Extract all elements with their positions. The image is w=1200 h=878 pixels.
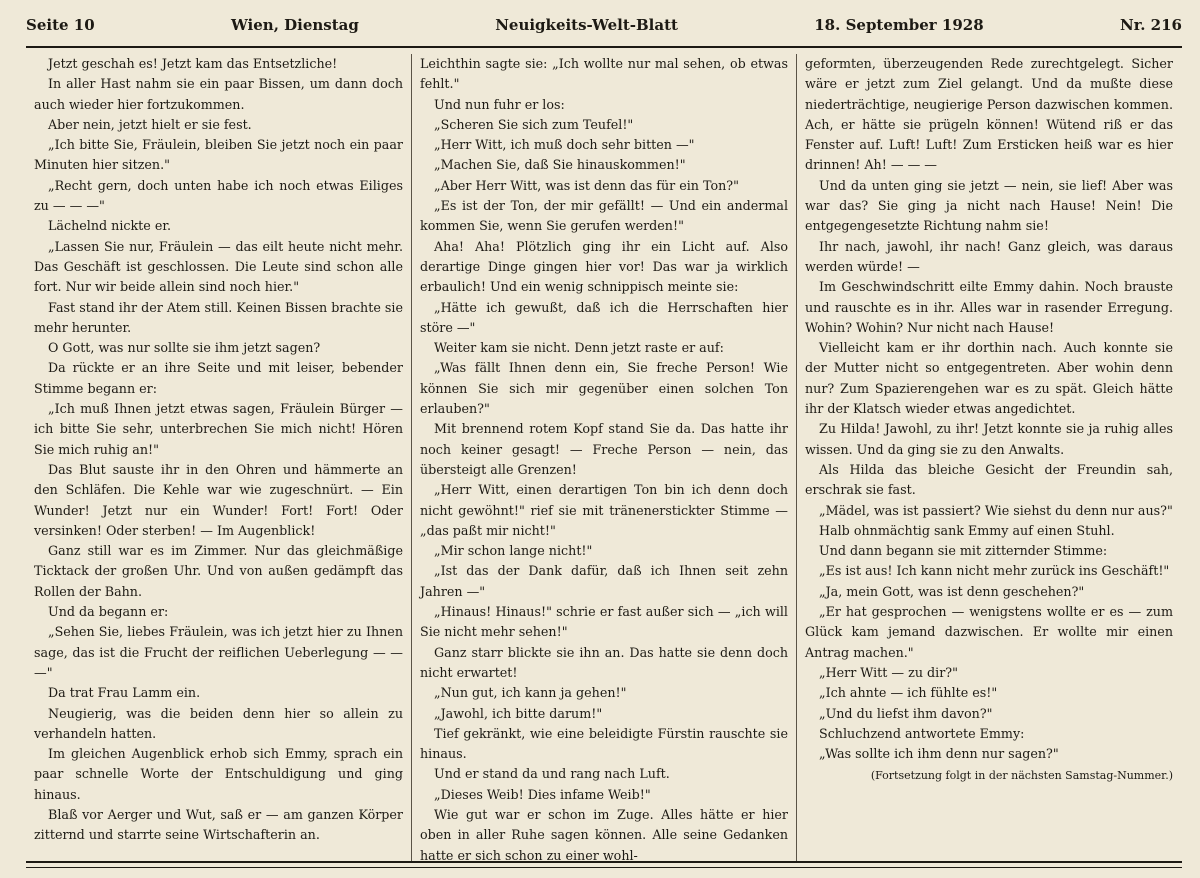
paragraph: In aller Hast nahm sie ein paar Bissen, um dann doch auch wieder hier fortzukommen. [34,76,403,112]
paragraph: „Was sollte ich ihm denn nur sagen?" [819,746,1059,762]
paragraph: „Ich bitte Sie, Fräulein, bleiben Sie jetzt noch ein paar Minuten hier sitzen." [34,137,403,173]
paragraph: „Ich muß Ihnen jetzt etwas sagen, Fräulein Bürger — ich bitte Sie sehr, unterbrechen Sie mich nicht! Hören Sie mich ruhig an!" [34,401,403,457]
paragraph: „Er hat gesprochen — wenigstens wollte er es — zum Glück kam jemand dazwischen. Er wollte mir einen Antrag machen." [805,604,1173,660]
paragraph: „Jawohl, ich bitte darum!" [434,705,603,721]
paragraph: „Ist das der Dank dafür, daß ich Ihnen seit zehn Jahren —" [420,563,788,599]
paragraph: „Lassen Sie nur, Fräulein — das eilt heute nicht mehr. Das Geschäft ist geschlossen. Die Leute sind schon alle fort. Nur wir beide allein sind noch hier." [34,238,403,295]
paragraph: Weiter kam sie nicht. Denn jetzt raste er auf: [434,340,724,356]
paragraph: Zu Hilda! Jawohl, zu ihr! Jetzt konnte sie ja ruhig alles wissen. Und da ging sie zu den Anwalts. [805,421,1173,457]
paragraph: „Herr Witt, einen derartigen Ton bin ich denn doch nicht gewöhnt!" rief sie mit tränenerstickter Stimme — „das paßt mir nicht!" [420,482,788,538]
paragraph: Ganz starr blickte sie ihn an. Das hatte sie denn doch nicht erwartet! [420,644,788,680]
paragraph: Da rückte er an ihre Seite und mit leiser, bebender Stimme begann er: [34,360,403,396]
paragraph: Mit brennend rotem Kopf stand Sie da. Das hatte ihr noch keiner gesagt! — Freche Person — nein, das übersteigt alle Grenzen! [420,421,788,477]
paragraph: Wie gut war er schon im Zuge. Alles hätte er hier oben in aller Ruhe sagen können. Alle seine Gedanken hatte er sich schon zu einer wohl- [420,806,788,862]
paragraph: „Scheren Sie sich zum Teufel!" [434,116,634,132]
paragraph: Im gleichen Augenblick erhob sich Emmy, sprach ein paar schnelle Worte der Entschuldigung und ging hinaus. [34,746,403,802]
paragraph: Im Geschwindschritt eilte Emmy dahin. Noch brauste und rauschte es in ihr. Alles war in rasender Erregung. Wohin? Wohin? Nur nicht nach Hause! [805,279,1173,335]
paragraph: „Hätte ich gewußt, daß ich die Herrschaften hier störe —" [420,299,788,335]
paragraph: Blaß vor Aerger und Wut, saß er — am ganzen Körper zitternd und starrte seine Wirtschafterin an. [34,806,403,843]
paragraph: Und er stand da und rang nach Luft. [434,766,670,782]
paragraph: Tief gekränkt, wie eine beleidigte Fürstin rauschte sie hinaus. [420,725,788,762]
bottom-rule [26,861,1182,868]
page-number: Seite 10 [26,16,95,34]
column-1 [26,54,411,862]
paragraph: „Herr Witt — zu dir?" [819,664,958,680]
issue-number: Nr. 216 [1120,16,1182,34]
paragraph: „Was fällt Ihnen denn ein, Sie freche Person! Wie können Sie sich mir gegenüber einen solchen Ton erlauben?" [420,360,788,417]
continuation-note: (Fortsetzung folgt in der nächsten Samstag-Nummer.) [870,769,1173,783]
paragraph: Das Blut sauste ihr in den Ohren und hämmerte an den Schläfen. Die Kehle war wie zugeschnürt. — Ein Wunder! Jetzt nur ein Wunder! Fort! Fort! Oder versinken! Oder sterben! — Im Augenblick! [34,461,403,538]
paragraph: Aber nein, jetzt hielt er sie fest. [48,116,252,132]
paragraph: „Ich ahnte — ich fühlte es!" [819,685,998,701]
paragraph: Ganz still war es im Zimmer. Nur das gleichmäßige Ticktack der großen Uhr. Und von außen gedämpft das Rollen der Bahn. [34,543,403,599]
paragraph: „Dieses Weib! Dies infame Weib!" [434,786,651,802]
paragraph: Und da begann er: [48,604,169,620]
paragraph: „Ja, mein Gott, was ist denn geschehen?" [819,583,1085,599]
paragraph: „Es ist aus! Ich kann nicht mehr zurück ins Geschäft!" [819,563,1170,579]
page-header [26,16,1182,48]
paragraph: „Recht gern, doch unten habe ich noch etwas Eiliges zu — — —" [34,177,403,214]
column-3 [796,54,1181,862]
paragraph: Fast stand ihr der Atem still. Keinen Bissen brachte sie mehr herunter. [34,299,403,335]
paragraph: Aha! Aha! Plötzlich ging ihr ein Licht auf. Also derartige Dinge gingen hier vor! Das war ja wirklich erbaulich! Und ein wenig schnippisch meinte sie: [420,238,788,295]
paragraph: Halb ohnmächtig sank Emmy auf einen Stuhl. [819,522,1115,538]
paragraph: Jetzt geschah es! Jetzt kam das Entsetzliche! [48,56,338,71]
column-2 [411,54,796,862]
paragraph: Und nun fuhr er los: [434,96,565,112]
paragraph: Ihr nach, jawohl, ihr nach! Ganz gleich, was daraus werden würde! — [805,238,1173,274]
paragraph: Vielleicht kam er ihr dorthin nach. Auch konnte sie der Mutter nicht so entgegentreten. Aber wohin denn nur? Zum Spazierengehen war es zu spät. Gleich hätte ihr der Klatsch wieder etwas angedichtet. [805,340,1173,417]
paragraph: Neugierig, was die beiden denn hier so allein zu verhandeln hatten. [34,705,403,741]
paragraph: geformten, überzeugenden Rede zurechtgelegt. Sicher wäre er jetzt zum Ziel gelangt. Und da mußte diese niederträchtige, neugierige Person dazwischen kommen. Ach, er hätte sie prügeln können! Wütend riß er das Fenster auf. Luft! Luft! Zum Ersticken heiß war es hier drinnen! Ah! — — — [805,56,1173,173]
paragraph: Leichthin sagte sie: „Ich wollte nur mal sehen, ob etwas fehlt." [420,56,788,92]
paragraph: „Mädel, was ist passiert? Wie siehst du denn nur aus?" [819,502,1173,518]
paragraph: „Es ist der Ton, der mir gefällt! — Und ein andermal kommen Sie, wenn Sie gerufen werden!" [420,198,788,234]
place-date: Wien, Dienstag [230,16,359,34]
paragraph: Lächelnd nickte er. [48,218,172,234]
paragraph: „Machen Sie, daß Sie hinauskommen!" [434,157,686,173]
paragraph: „Nun gut, ich kann ja gehen!" [434,685,627,701]
issue-date: 18. September 1928 [814,16,984,34]
text-columns [26,54,1182,862]
paragraph: „Hinaus! Hinaus!" schrie er fast außer sich — „ich will Sie nicht mehr sehen!" [420,604,788,640]
paragraph: Und da unten ging sie jetzt — nein, sie lief! Aber was war das? Sie ging ja nicht nach Hause! Nein! Die entgegengesetzte Richtung nahm sie! [805,177,1173,234]
paragraph: „Herr Witt, ich muß doch sehr bitten —" [434,137,695,153]
paragraph: Und dann begann sie mit zitternder Stimme: [819,543,1108,559]
paragraph: Da trat Frau Lamm ein. [48,685,201,701]
paragraph: „Sehen Sie, liebes Fräulein, was ich jetzt hier zu Ihnen sage, das ist die Frucht der reiflichen Ueberlegung — — —" [34,624,403,680]
paragraph: „Mir schon lange nicht!" [434,543,593,559]
paragraph: „Und du liefst ihm davon?" [819,705,993,721]
newspaper-title: Neuigkeits-Welt-Blatt [495,16,678,34]
paragraph: Schluchzend antwortete Emmy: [819,725,1025,741]
paragraph: „Aber Herr Witt, was ist denn das für ein Ton?" [434,177,739,193]
paragraph: O Gott, was nur sollte sie ihm jetzt sagen? [48,340,321,356]
paragraph: Als Hilda das bleiche Gesicht der Freundin sah, erschrak sie fast. [805,461,1173,498]
